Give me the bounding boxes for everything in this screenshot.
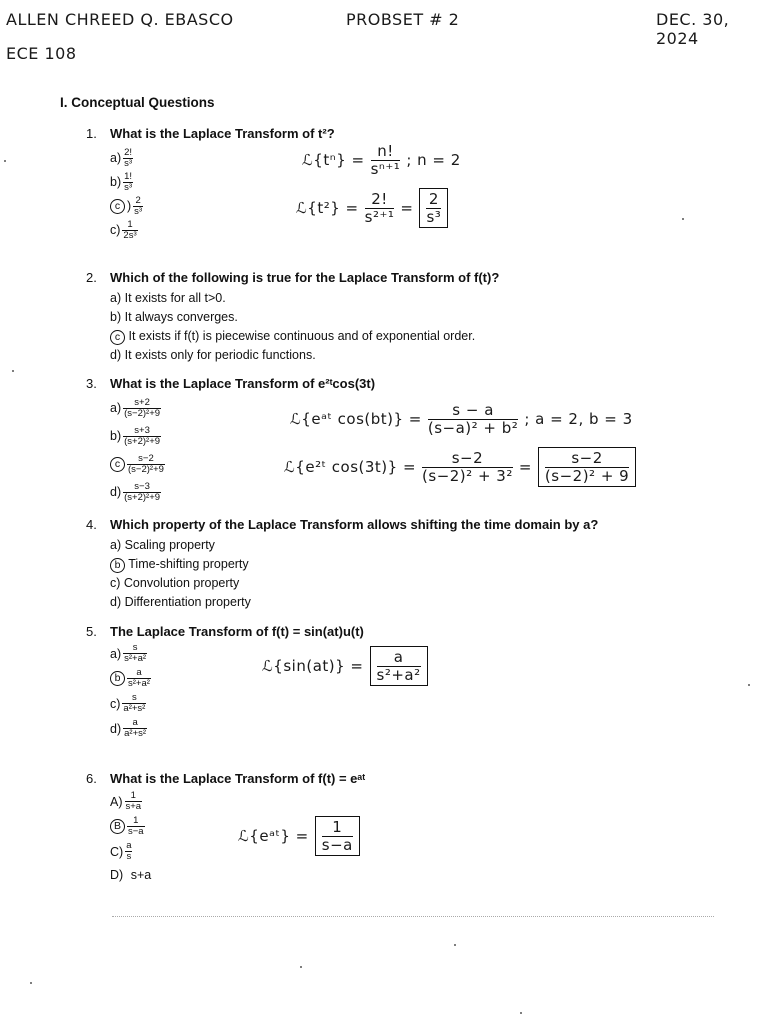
q6-option-d: D) s+a [110,868,152,882]
q5-boxed-answer: $\frac{a}{\text{s²+a²}}$ [370,646,428,686]
course-code: ECE 108 [6,44,77,63]
q5-option-d: d) $\frac{a}{\text{a²+s²}}$ [110,717,147,739]
q1-work-line2: ℒ{t²} = $\frac{2!}{\text{s²⁺¹}}$ = $\frac{2}{\text{s³}}$ [296,188,448,228]
q3-work-line1: ℒ{eᵃᵗ cos(bt)} = $\frac{s - a}{\text{(s−a)² + b²}}$ ; a = 2, b = 3 [290,401,633,437]
q2-options [110,289,475,365]
q1-option-c-selected: c ) $\frac{2}{\text{s³}}$ [110,194,143,218]
q3-option-c-selected: c $\frac{s-2}{\text{(s−2)²+9}}$ [110,450,165,478]
q3-option-d: d) $\frac{s-3}{\text{(s+2)²+9}}$ [110,480,161,503]
section-title: I. Conceptual Questions [60,95,215,110]
q6-work: ℒ{eᵃᵗ} = $\frac{1}{s-a}$ [238,816,360,856]
q4-option-d: d) Differentiation property [110,595,251,609]
q1-options [110,146,143,242]
q6-option-b-selected: B $\frac{1}{s-a}$ [110,814,151,839]
scan-speck [748,684,750,686]
q2-option-b: b) It always converges. [110,310,238,324]
q6-option-c: C) $\frac{a}{s}$ [110,840,132,862]
question-6: 6. What is the Laplace Transform of f(t) = eᵃᵗ [86,771,366,786]
q3-options [110,394,165,506]
q4-option-a: a) Scaling property [110,538,215,552]
q1-option-d: c) $\frac{1}{\text{2s³}}$ [110,218,137,241]
question-2: 2. Which of the following is true for the Laplace Transform of f(t)? [86,270,500,285]
q1-option-a: a) $\frac{2!}{\text{s³}}$ [110,146,133,169]
q3-boxed-answer: $\frac{s-2}{\text{(s−2)² + 9}}$ [538,447,636,487]
scan-speck [12,370,14,372]
q5-option-c: c) $\frac{s}{\text{a²+s²}}$ [110,692,146,714]
q1-option-b: b) $\frac{1!}{\text{s³}}$ [110,170,133,193]
date: DEC. 30, 2024 [656,10,730,48]
q2-option-a: a) It exists for all t>0. [110,291,226,305]
question-5: 5. The Laplace Transform of f(t) = sin(at)u(t) [86,624,364,639]
q3-work-line2: ℒ{e²ᵗ cos(3t)} = $\frac{s-2}{\text{(s−2)² + 3²}}$ = $\frac{s-2}{\text{(s−2)² + 9}}$ [284,447,636,487]
probset-title: PROBSET # 2 [346,10,460,29]
question-3: 3. What is the Laplace Transform of e²ᵗcos(3t) [86,376,376,391]
footer-rule [112,916,714,917]
scan-speck [682,218,684,220]
q4-option-b-selected: b Time-shifting property [110,555,251,574]
q1-boxed-answer: $\frac{2}{\text{s³}}$ [419,188,448,228]
question-1: 1. What is the Laplace Transform of t²? [86,126,335,141]
q5-option-b-selected: b $\frac{a}{\text{s²+a²}}$ [110,666,151,691]
q5-option-a: a) $\frac{s}{\text{s²+a²}}$ [110,642,147,664]
scan-speck [30,982,32,984]
scan-speck [300,966,302,968]
q2-option-c-selected: c It exists if f(t) is piecewise continuous and of exponential order. [110,327,475,346]
q6-options [110,789,151,886]
question-4: 4. Which property of the Laplace Transform allows shifting the time domain by a? [86,517,599,532]
q6-boxed-answer: $\frac{1}{s-a}$ [315,816,360,856]
q3-option-a: a) $\frac{s+2}{\text{(s−2)²+9}}$ [110,396,161,419]
scan-speck [520,1012,522,1014]
scan-speck [454,944,456,946]
q4-option-c: c) Convolution property [110,576,240,590]
q5-work: ℒ{sin(at)} = $\frac{a}{\text{s²+a²}}$ [262,646,428,686]
q5-options [110,641,151,741]
q6-option-a: A) $\frac{1}{s+a}$ [110,790,142,812]
q4-options [110,536,251,612]
q1-work-line1: ℒ{tⁿ} = $\frac{n!}{\text{sⁿ⁺¹}}$ ; n = 2 [302,142,461,178]
q3-option-b: b) $\frac{s+3}{\text{(s+2)²+9}}$ [110,424,161,447]
scan-speck [4,160,6,162]
q2-option-d: d) It exists only for periodic functions. [110,348,316,362]
student-name: ALLEN CHREED Q. EBASCO [6,10,234,29]
